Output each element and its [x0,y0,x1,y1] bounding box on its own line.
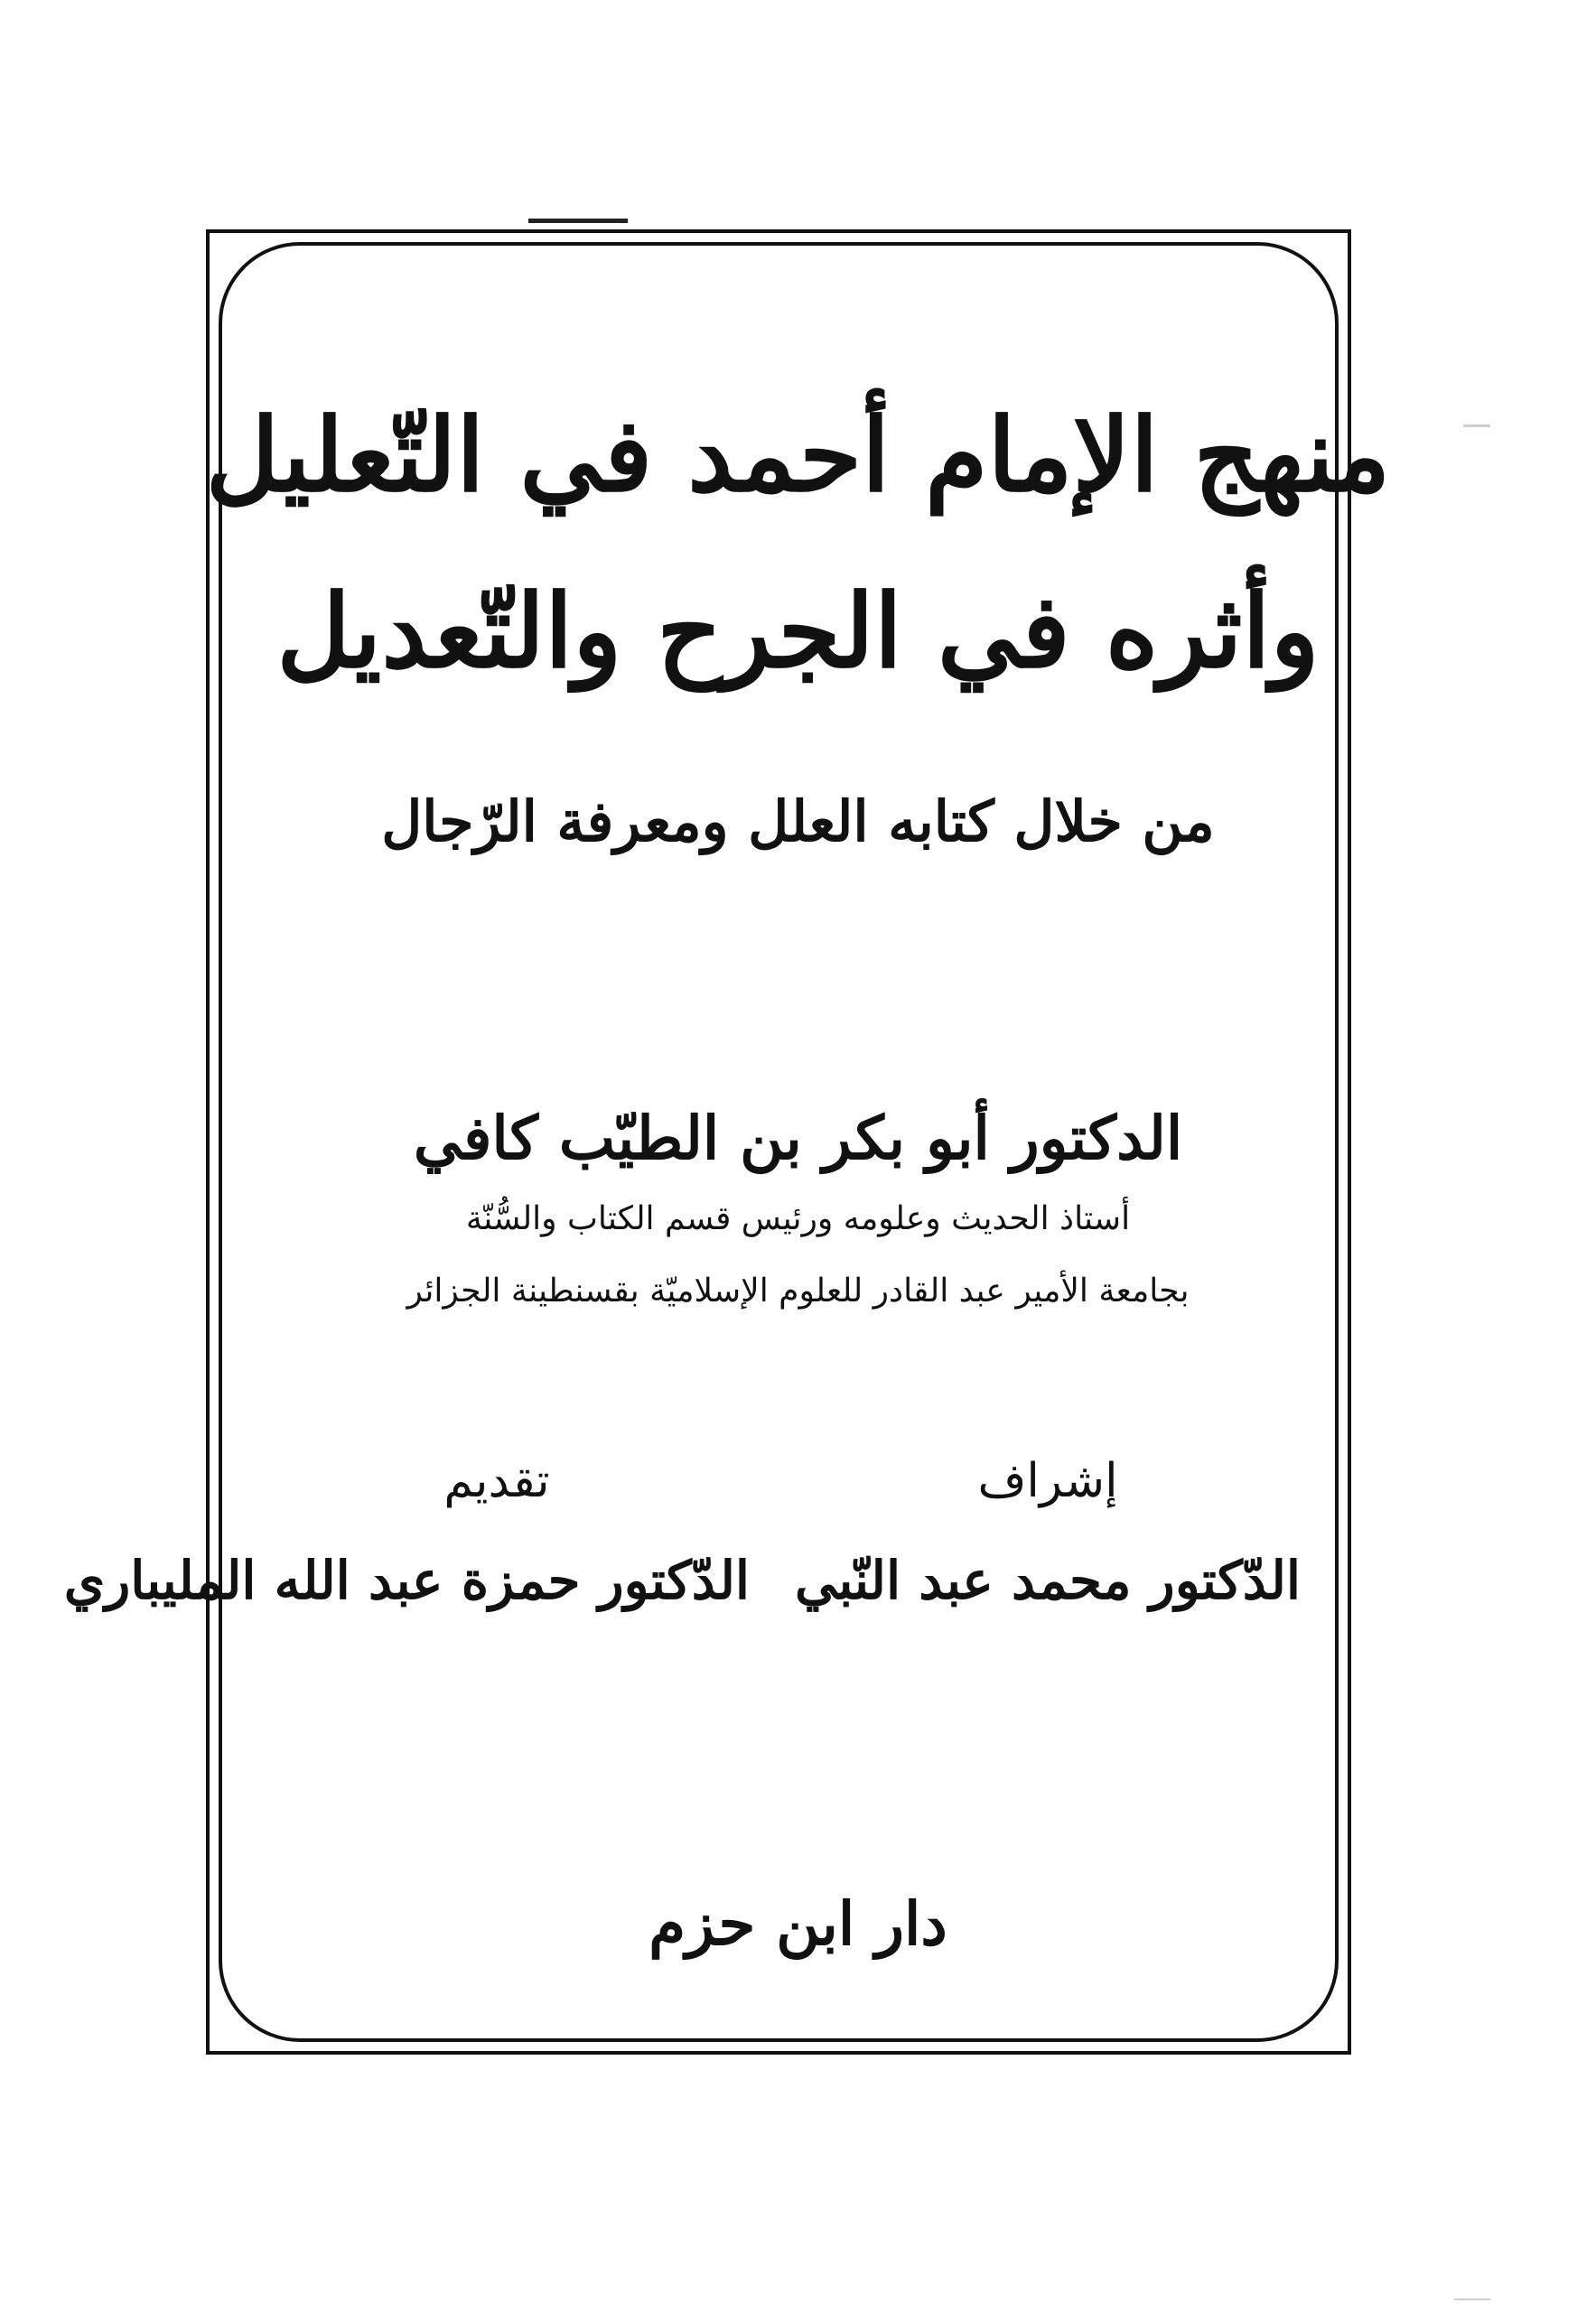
author-affiliation-line-1: أستاذ الحديث وعلومه ورئيس قسم الكتاب والسُّنّة [465,1200,1131,1237]
author-name: الدكتور أبو بكر بن الطيّب كافي [413,1103,1183,1173]
author-affiliation-line-2: بجامعة الأمير عبد القادر للعلوم الإسلاميّة بقسنطينة الجزائر [406,1273,1190,1310]
foreword-label: تقديم [443,1454,550,1508]
supervisor-name: الدّكتور محمد عبد النّبي [794,1550,1301,1611]
publisher-name: دار ابن حزم [649,1888,947,1959]
book-title-line-1: منهج الإمام أحمد في التّعليل [205,396,1391,515]
book-subtitle: من خلال كتابه العلل ومعرفة الرّجال [381,788,1215,854]
supervision-label: إشراف [977,1454,1118,1508]
foreword-author-name: الدّكتور حمزة عبد الله المليباري [63,1550,750,1611]
book-title-line-2: وأثره في الجرح والتّعديل [276,573,1320,691]
scan-mark [1454,2298,1490,2300]
top-rule [528,219,628,223]
